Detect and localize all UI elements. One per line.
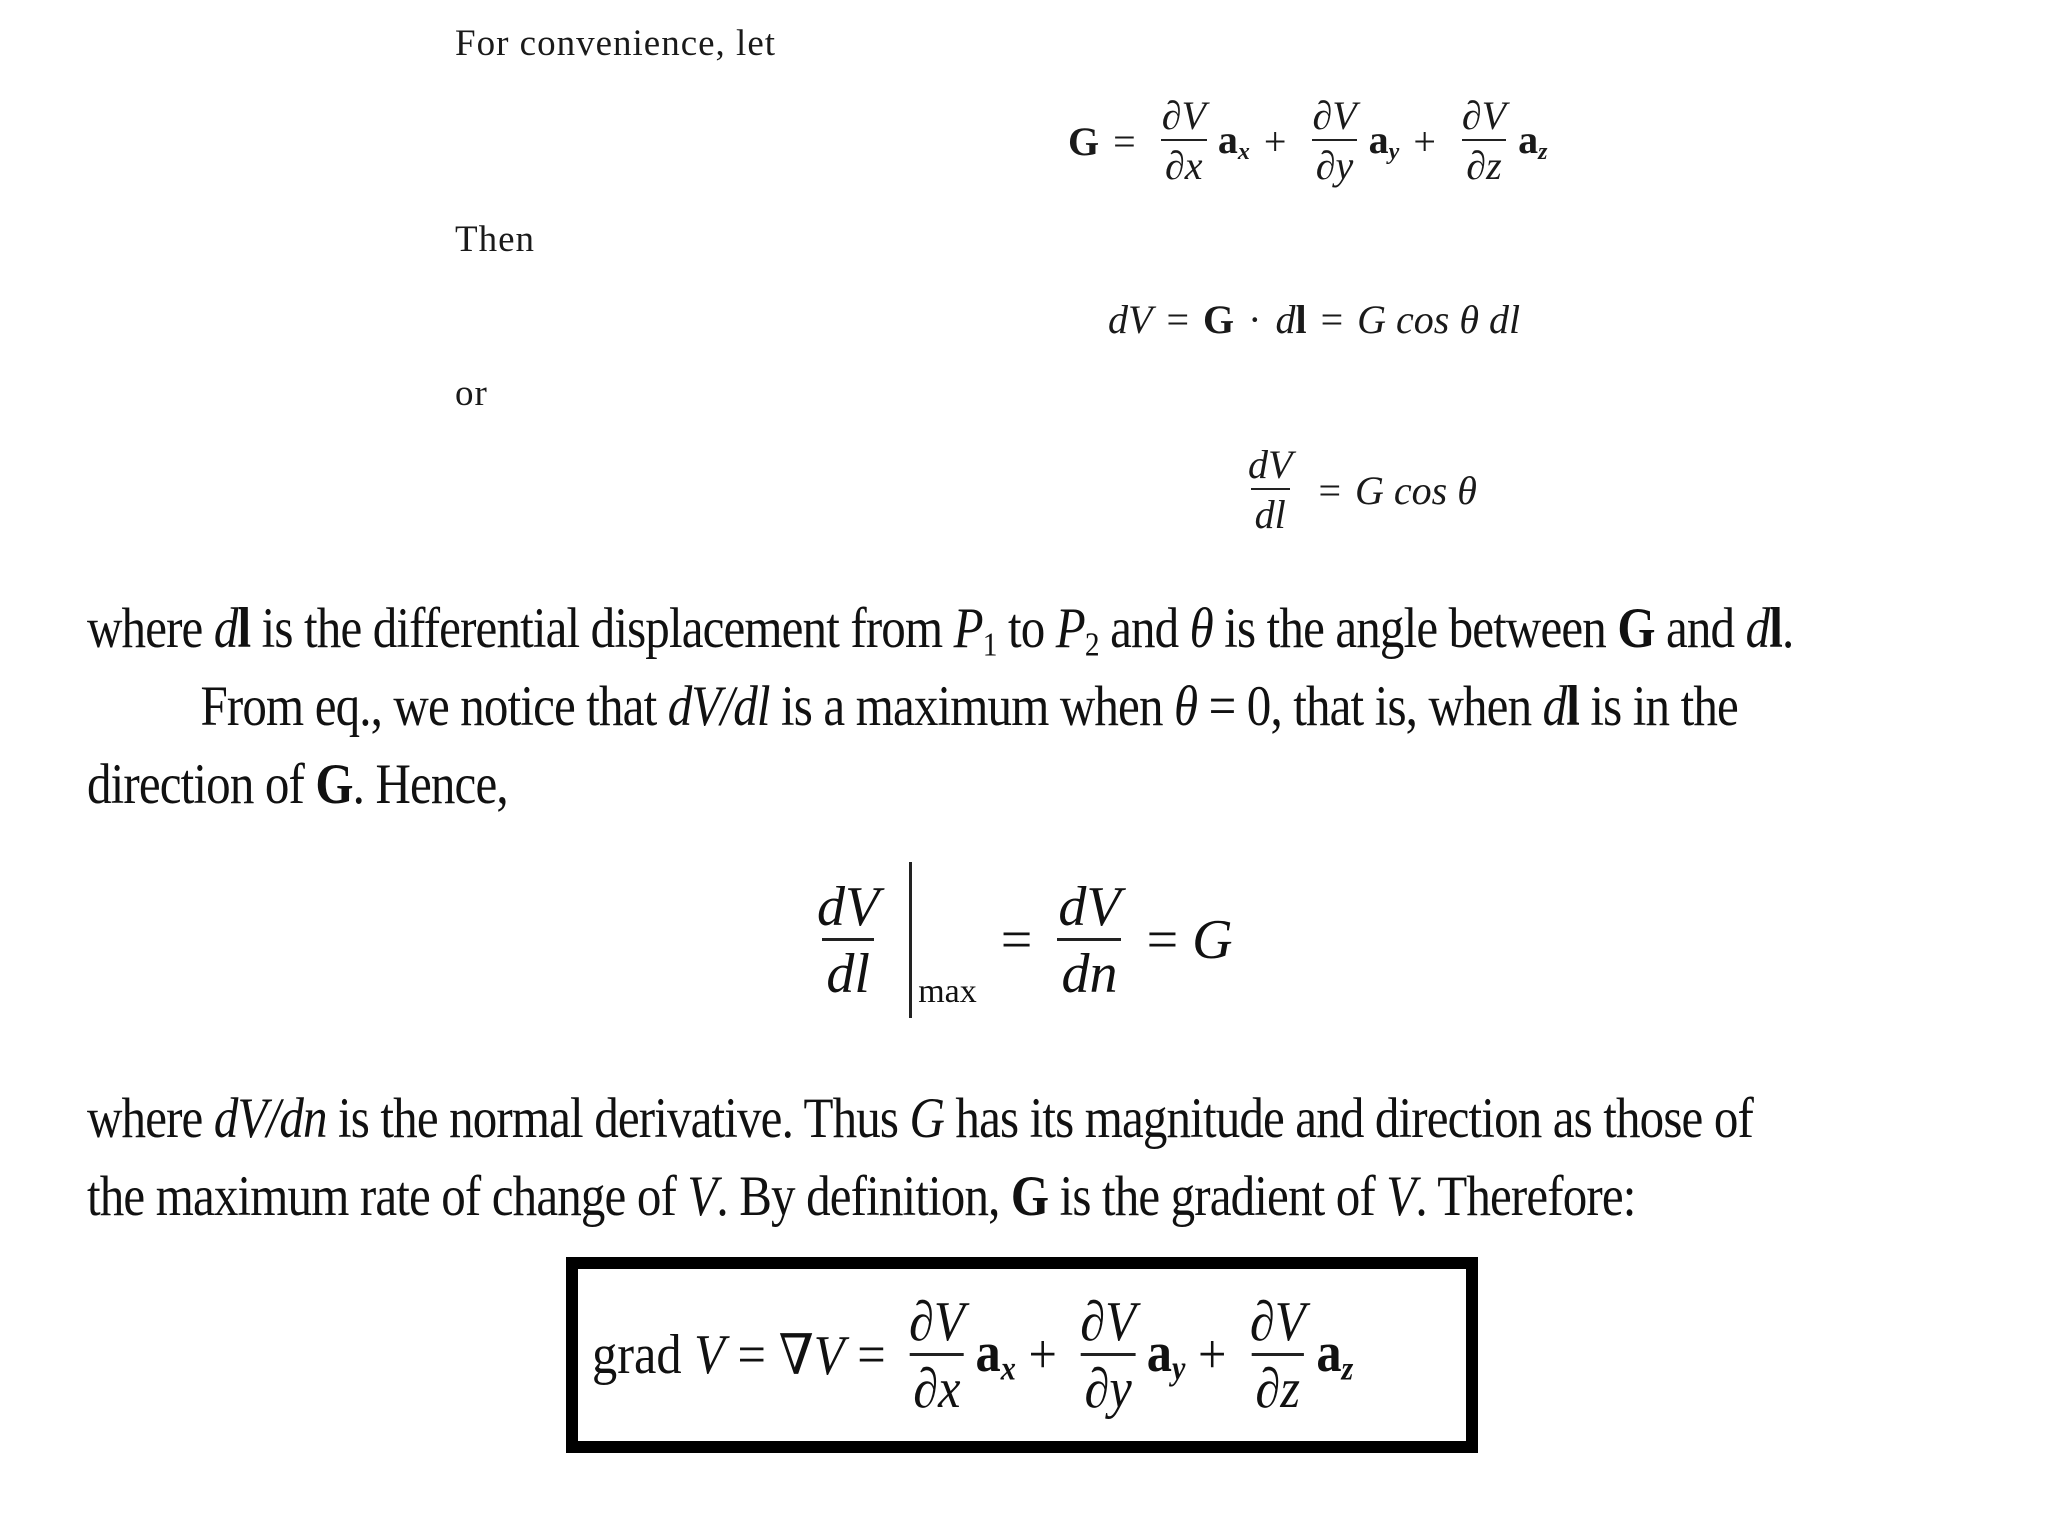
eq-dv-equals: = [1166, 297, 1189, 342]
fraction-dv-dl [1244, 442, 1296, 537]
plus-sign: + [1197, 1324, 1227, 1386]
eq-ratio-rhs: G cos θ [1355, 467, 1477, 513]
equation-g-definition [1068, 93, 1548, 188]
numerator: ∂V [1249, 1290, 1306, 1353]
equation-gradient [592, 1290, 1354, 1420]
eq-dv-dl: dl [1275, 297, 1307, 342]
eq-ratio-equals: = [1318, 467, 1341, 513]
fraction-dv-dl-max [813, 875, 883, 1005]
denominator: dl [1251, 488, 1290, 535]
numerator: ∂V [1161, 93, 1206, 138]
gradient-definition-box [566, 1257, 1478, 1453]
eq-max-equals-2: = [1146, 909, 1179, 971]
equation-dv [1108, 296, 1520, 343]
denominator: dn [1057, 938, 1121, 1002]
denominator: ∂y [1081, 1353, 1135, 1417]
denominator: dl [822, 938, 874, 1002]
paragraph-1-line-2: From eq., we notice that dV/dl is a maximum when θ = 0, that is, when dl is in the [200, 675, 1738, 738]
fraction-dv-dz [1246, 1290, 1309, 1420]
numerator: dV [1248, 442, 1293, 487]
dot-product: · [1248, 297, 1262, 342]
grad-equals-2: = [857, 1324, 886, 1386]
fraction-dv-dy [1077, 1290, 1140, 1420]
unit-vector-az: $a_z$ [1518, 117, 1548, 165]
denominator: ∂z [1462, 139, 1505, 186]
unit-vector-ax: $a_x$ [1217, 117, 1250, 165]
eq-dv-rhs: G cos θ dl [1357, 297, 1521, 342]
denominator: ∂z [1252, 1353, 1304, 1417]
fraction-dv-dx [905, 1290, 968, 1420]
eq-dv-lhs: dV [1108, 297, 1153, 342]
unit-vector-ay: $a_y$ [1368, 117, 1400, 165]
label-for-convenience: For convenience, let [455, 23, 777, 64]
eq-g-equals: = [1113, 118, 1136, 164]
fraction-dv-dz [1458, 93, 1510, 188]
equation-ratio [1236, 442, 1477, 537]
evaluation-bar [909, 862, 912, 1018]
numerator: ∂V [1080, 1290, 1136, 1353]
numerator: ∂V [909, 1290, 965, 1353]
plus-sign: + [1028, 1324, 1057, 1386]
denominator: ∂x [910, 1353, 964, 1417]
paragraph-1-line-1: where dl is the differential displacement from $P_1$ to $P_2$ and θ is the angle between G and dl. [87, 597, 1794, 664]
numerator: dV [1058, 875, 1121, 938]
grad-equals: = [737, 1324, 766, 1386]
denominator: ∂x [1161, 139, 1207, 186]
eq-dv-g: G [1203, 297, 1235, 342]
plus-sign: + [1413, 118, 1436, 164]
eq-max-equals: = [1000, 909, 1033, 971]
eq-dv-equals-2: = [1320, 297, 1344, 342]
paragraph-1-line-3: direction of G. Hence, [87, 753, 508, 816]
nabla-v: ∇V [778, 1324, 845, 1387]
fraction-dv-dy [1308, 93, 1360, 188]
equation-max [805, 862, 1233, 1018]
fraction-dv-dn [1054, 875, 1124, 1005]
numerator: ∂V [1461, 93, 1507, 138]
fraction-dv-dx [1158, 93, 1210, 188]
numerator: ∂V [1312, 93, 1357, 138]
eq-max-g: G [1192, 909, 1233, 971]
paragraph-2-line-1: where dV/dn is the normal derivative. Thus G has its magnitude and direction as those of [87, 1087, 1753, 1150]
plus-sign: + [1263, 118, 1287, 164]
numerator: dV [817, 875, 880, 938]
label-then: Then [455, 219, 536, 260]
grad-label: grad V [592, 1324, 725, 1386]
unit-vector-az: $a_z$ [1316, 1322, 1354, 1388]
paragraph-2-line-2: the maximum rate of change of V. By definition, G is the gradient of V. Therefore: [87, 1165, 1636, 1228]
label-or: or [455, 373, 488, 414]
denominator: ∂y [1312, 139, 1358, 186]
unit-vector-ay: $a_y$ [1146, 1322, 1186, 1388]
eq-g-lhs: G [1068, 118, 1100, 164]
max-subscript: max [918, 973, 977, 1010]
unit-vector-ax: $a_x$ [975, 1322, 1016, 1388]
